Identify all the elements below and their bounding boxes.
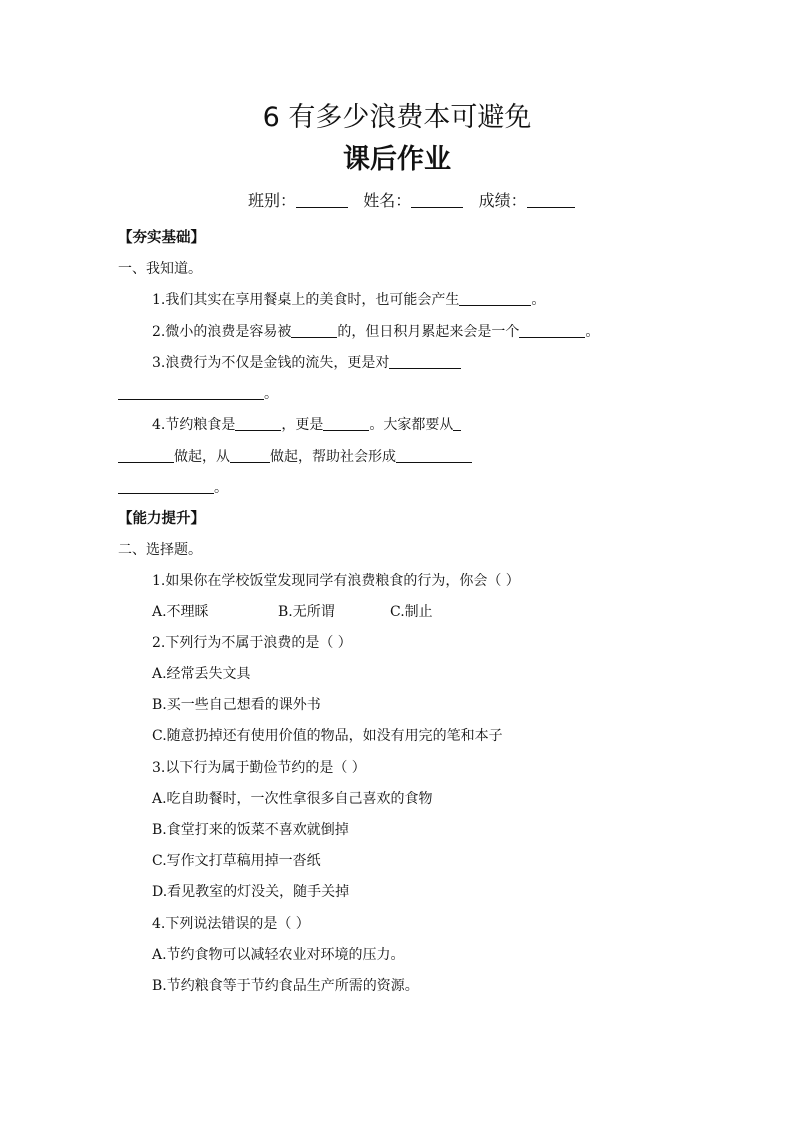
answer-blank — [291, 322, 337, 338]
answer-blank — [389, 353, 461, 369]
score-blank — [527, 192, 575, 208]
choice-option: A.不理睬 — [152, 604, 209, 620]
fill-question-1: 1.我们其实在享用餐桌上的美食时，也可能会产生 。 — [152, 292, 546, 308]
section-heading-basics: 【夯实基础】 — [118, 230, 205, 246]
choice-option: B.无所谓 — [278, 604, 335, 620]
answer-blank — [323, 415, 369, 431]
fill-question-3: 3.浪费行为不仅是金钱的流失，更是对 — [152, 353, 461, 373]
answer-blank — [118, 384, 264, 400]
fill-question-4: 4.节约粮食是 ，更是 。大家都要从 — [152, 415, 461, 435]
answer-blank — [235, 415, 281, 431]
class-blank — [296, 192, 348, 208]
part-title-2: 二、选择题。 — [118, 542, 202, 558]
name-label: 姓名： — [363, 191, 412, 210]
student-info-row — [248, 190, 575, 212]
choice-option: B.买一些自己想看的课外书 — [152, 697, 321, 713]
section-heading-ability: 【能力提升】 — [118, 511, 205, 527]
choice-option: A.节约食物可以减轻农业对环境的压力。 — [152, 947, 405, 963]
class-label: 班别： — [248, 191, 297, 210]
fill-question-3-cont: 。 — [118, 384, 278, 404]
choice-question-3: 3.以下行为属于勤俭节约的是（ ） — [152, 760, 366, 776]
choice-option: B.食堂打来的饭菜不喜欢就倒掉 — [152, 822, 349, 838]
choice-question-4: 4.下列说法错误的是（ ） — [152, 916, 310, 932]
choice-option: A.吃自助餐时，一次性拿很多自己喜欢的食物 — [152, 791, 433, 807]
answer-blank — [230, 447, 270, 463]
answer-blank — [519, 322, 585, 338]
choice-options-row — [152, 602, 433, 622]
choice-option: A.经常丢失文具 — [152, 666, 251, 682]
part-title-1: 一、我知道。 — [118, 261, 202, 277]
answer-blank — [118, 447, 174, 463]
choice-option: C.写作文打草稿用掉一沓纸 — [152, 853, 321, 869]
choice-question-1: 1.如果你在学校饭堂发现同学有浪费粮食的行为，你会（ ） — [152, 573, 520, 589]
answer-blank — [453, 415, 461, 431]
name-blank — [411, 192, 463, 208]
page-title: 6 有多少浪费本可避免 — [262, 102, 532, 133]
choice-question-2: 2.下列行为不属于浪费的是（ ） — [152, 635, 352, 651]
choice-option: C.随意扔掉还有使用价值的物品，如没有用完的笔和本子 — [152, 728, 503, 744]
fill-question-4-end: 。 — [118, 478, 228, 498]
choice-option: D.看见教室的灯没关，随手关掉 — [152, 884, 350, 900]
answer-blank — [118, 478, 214, 494]
choice-option: C.制止 — [390, 604, 433, 620]
answer-blank — [459, 290, 531, 306]
score-label: 成绩： — [478, 191, 527, 210]
choice-option: B.节约粮食等于节约食品生产所需的资源。 — [152, 978, 419, 994]
answer-blank — [396, 447, 472, 463]
fill-question-4-cont: 做起，从 做起，帮助社会形成 — [118, 447, 472, 467]
page-subtitle: 课后作业 — [343, 144, 451, 175]
fill-question-2: 2.微小的浪费是容易被 的，但日积月累起来会是一个 。 — [152, 324, 600, 340]
